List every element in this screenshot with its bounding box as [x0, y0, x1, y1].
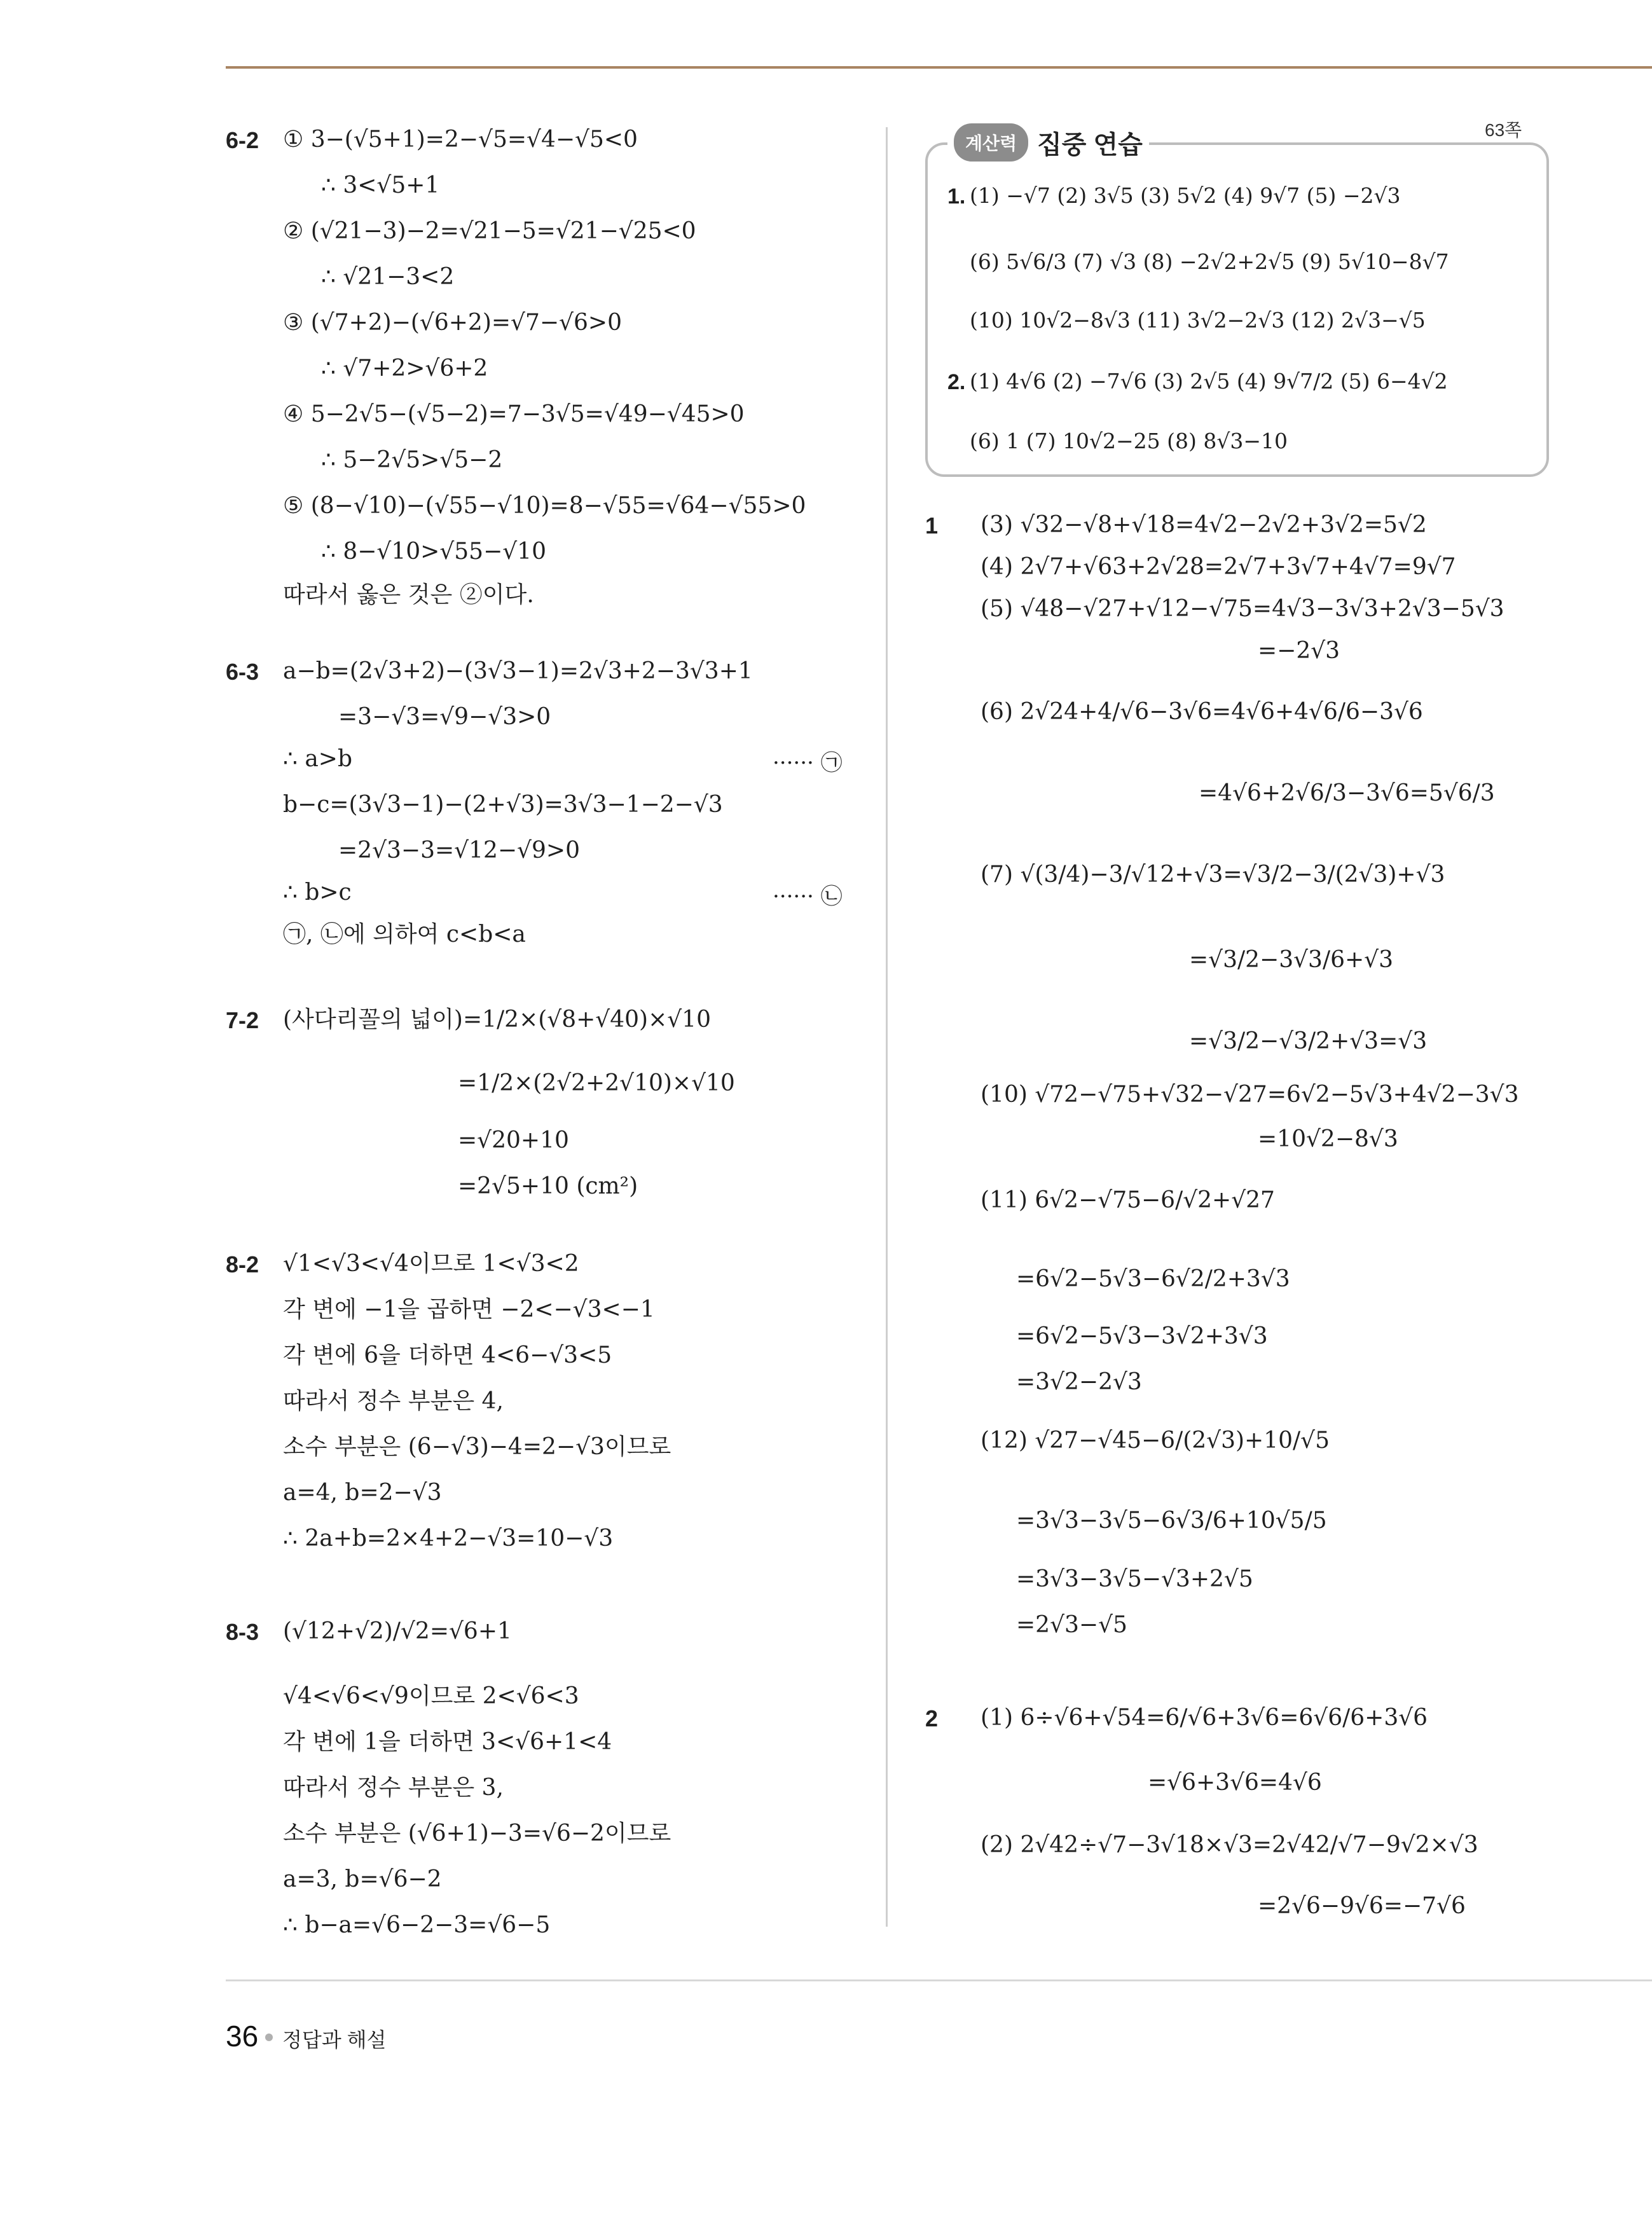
answer-row: (1) 4√6 (2) −7√6 (3) 2√5 (4) 9√7/2 (5) 6−4√2: [970, 369, 1448, 394]
bottom-rule: [226, 1979, 1652, 1981]
solution-line: (1) 6÷√6+√54=6/√6+3√6=6√6/6+3√6: [981, 1705, 1428, 1731]
solution-line: (6) 2√24+4/√6−3√6=4√6+4√6/6−3√6: [981, 699, 1423, 725]
solution-line: ⑤ (8−√10)−(√55−√10)=8−√55=√64−√55>0: [283, 493, 806, 519]
solution-line: ∴ 3<√5+1: [321, 172, 440, 198]
box-item-number: 1.: [947, 184, 966, 209]
solution-line: (4) 2√7+√63+2√28=2√7+3√7+4√7=9√7: [981, 554, 1456, 580]
solution-line: ∴ 2a+b=2×4+2−√3=10−√3: [283, 1525, 614, 1552]
solution-line: =√6+3√6=4√6: [1148, 1770, 1322, 1796]
solution-line: 각 변에 1을 더하면 3<√6+1<4: [283, 1729, 612, 1755]
solution-line: (12) √27−√45−6/(2√3)+10/√5: [981, 1428, 1330, 1454]
solution-line: (7) √(3/4)−3/√12+√3=√3/2−3/(2√3)+√3: [981, 862, 1445, 888]
solution-conclusion: 따라서 옳은 것은 ②이다.: [283, 582, 534, 608]
solution-line: (5) √48−√27+√12−√75=4√3−3√3+2√3−5√3: [981, 596, 1504, 622]
solution-line: =6√2−5√3−3√2+3√3: [1016, 1323, 1268, 1349]
solution-line: (3) √32−√8+√18=4√2−2√2+3√2=5√2: [981, 512, 1427, 538]
problem-label-6-2: 6-2: [226, 127, 259, 153]
solution-line: (사다리꼴의 넓이)=1/2×(√8+√40)×√10: [283, 1007, 711, 1033]
solution-line: (10) √72−√75+√32−√27=6√2−5√3+4√2−3√3: [981, 1082, 1519, 1108]
solution-line: a−b=(2√3+2)−(3√3−1)=2√3+2−3√3+1: [283, 658, 753, 684]
solution-line: =2√5+10 (cm²): [458, 1173, 638, 1199]
solution-line: =3√2−2√3: [1016, 1369, 1142, 1395]
mark-b: ······ ㉡: [773, 884, 843, 909]
page-reference: 63쪽: [1485, 120, 1522, 140]
solution-line: =√3/2−√3/2+√3=√3: [1189, 1028, 1428, 1054]
solution-line: =1/2×(2√2+2√10)×√10: [458, 1070, 735, 1096]
answer-row: (6) 1 (7) 10√2−25 (8) 8√3−10: [970, 429, 1288, 453]
solution-line: √4<√6<√9이므로 2<√6<3: [283, 1683, 579, 1709]
solution-line: ∴ a>b: [283, 746, 353, 772]
solution-line: ① 3−(√5+1)=2−√5=√4−√5<0: [283, 127, 638, 153]
solution-line: ∴ √7+2>√6+2: [321, 355, 488, 382]
solution-line: =3√3−3√5−6√3/6+10√5/5: [1016, 1508, 1327, 1534]
problem-label-8-2: 8-2: [226, 1251, 259, 1277]
solution-line: √1<√3<√4이므로 1<√3<2: [283, 1251, 579, 1277]
solution-line: =3−√3=√9−√3>0: [338, 704, 551, 730]
problem-label-7-2: 7-2: [226, 1007, 259, 1033]
box-item-number: 2.: [947, 370, 966, 394]
solution-line: =2√3−3=√12−√9>0: [338, 837, 580, 864]
solution-line: ∴ b−a=√6−2−3=√6−5: [283, 1912, 551, 1938]
solution-line: =√3/2−3√3/6+√3: [1189, 947, 1393, 973]
footer-bullet: [265, 2034, 273, 2041]
solution-line: =2√6−9√6=−7√6: [1258, 1893, 1466, 1919]
column-divider: [886, 127, 888, 1927]
page-number: 36: [226, 2020, 259, 2053]
solution-line: =−2√3: [1258, 638, 1340, 664]
solution-line: (√12+√2)/√2=√6+1: [283, 1618, 512, 1644]
answer-row: (6) 5√6/3 (7) √3 (8) −2√2+2√5 (9) 5√10−8√7: [970, 249, 1449, 274]
solution-line: =3√3−3√5−√3+2√5: [1016, 1566, 1253, 1592]
solution-line: =2√3−√5: [1016, 1612, 1127, 1638]
solution-line: b−c=(3√3−1)−(2+√3)=3√3−1−2−√3: [283, 792, 723, 818]
practice-heading: 집중 연습: [1037, 130, 1143, 159]
solution-line: 따라서 정수 부분은 4,: [283, 1388, 504, 1414]
solution-line: 따라서 정수 부분은 3,: [283, 1775, 504, 1801]
solution-line: (2) 2√42÷√7−3√18×√3=2√42/√7−9√2×√3: [981, 1832, 1478, 1858]
solution-line: ④ 5−2√5−(√5−2)=7−3√5=√49−√45>0: [283, 401, 745, 427]
footer-title: 정답과 해설: [282, 2028, 387, 2051]
solution-line: 소수 부분은 (6−√3)−4=2−√3이므로: [283, 1434, 671, 1460]
solution-line: 소수 부분은 (√6+1)−3=√6−2이므로: [283, 1820, 671, 1847]
calc-pill: 계산력: [954, 123, 1028, 162]
solution-line: =6√2−5√3−6√2/2+3√3: [1016, 1266, 1290, 1292]
problem-label-6-3: 6-3: [226, 659, 259, 685]
solution-line: 각 변에 6을 더하면 4<6−√3<5: [283, 1342, 612, 1368]
problem-label-1: 1: [925, 513, 939, 539]
solution-line: (11) 6√2−√75−6/√2+√27: [981, 1187, 1275, 1213]
answer-row: (1) −√7 (2) 3√5 (3) 5√2 (4) 9√7 (5) −2√3: [970, 183, 1401, 208]
solution-line: ③ (√7+2)−(√6+2)=√7−√6>0: [283, 310, 622, 336]
top-rule: [226, 66, 1652, 69]
problem-label-2: 2: [925, 1705, 939, 1731]
solution-line: ② (√21−3)−2=√21−5=√21−√25<0: [283, 218, 696, 244]
solution-line: a=3, b=√6−2: [283, 1866, 442, 1892]
problem-label-8-3: 8-3: [226, 1619, 259, 1645]
solution-conclusion: ㉠, ㉡에 의하여 c<b<a: [283, 921, 526, 947]
solution-line: 각 변에 −1을 곱하면 −2<−√3<−1: [283, 1297, 655, 1323]
practice-box-title: [947, 125, 1149, 160]
solution-line: ∴ √21−3<2: [321, 264, 455, 290]
solution-line: =4√6+2√6/3−3√6=5√6/3: [1199, 780, 1495, 806]
solution-line: ∴ b>c: [283, 879, 352, 905]
solution-line: a=4, b=2−√3: [283, 1480, 442, 1506]
mark-a: ······ ㉠: [773, 750, 843, 776]
solution-line: =√20+10: [458, 1127, 569, 1153]
solution-line: ∴ 5−2√5>√5−2: [321, 447, 503, 473]
answer-row: (10) 10√2−8√3 (11) 3√2−2√3 (12) 2√3−√5: [970, 308, 1426, 333]
solution-line: ∴ 8−√10>√55−√10: [321, 539, 546, 565]
solution-line: =10√2−8√3: [1258, 1126, 1398, 1152]
